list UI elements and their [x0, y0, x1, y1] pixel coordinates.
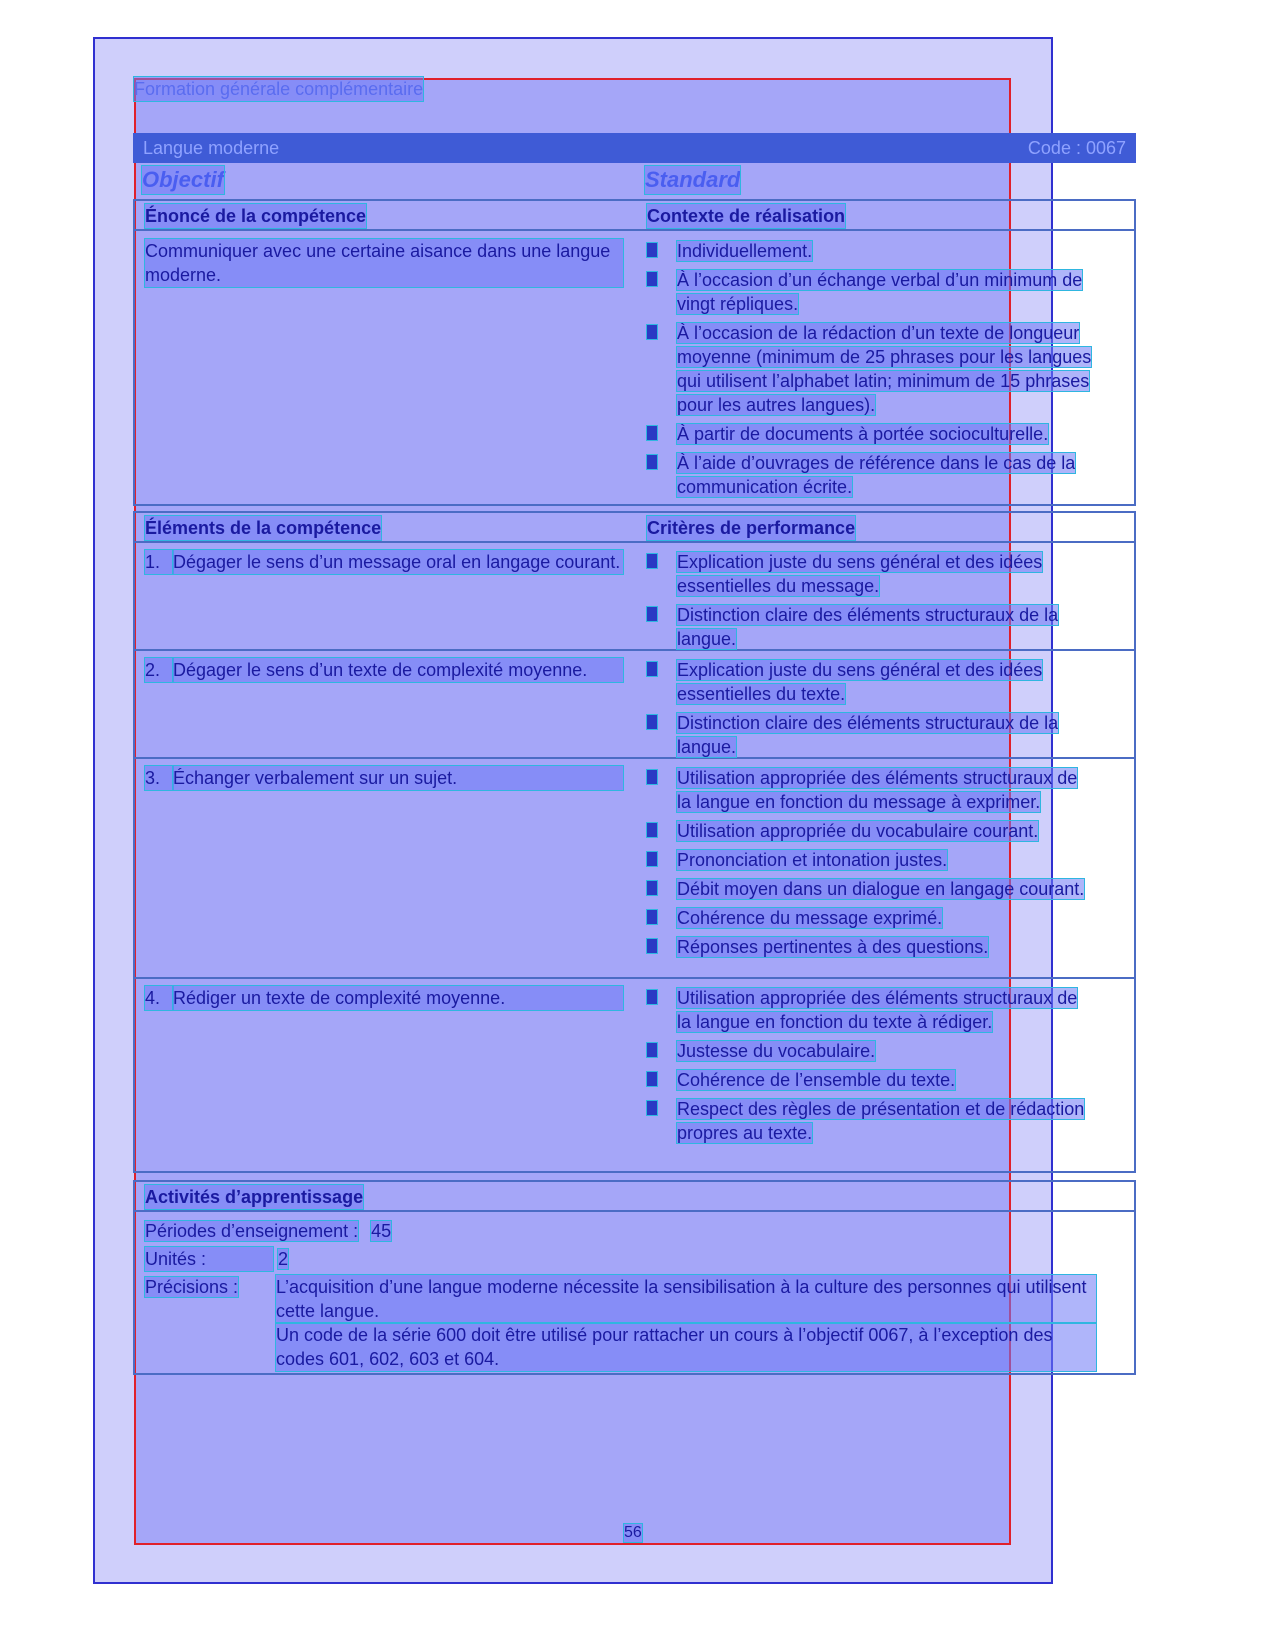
- bullet-item: [647, 986, 1087, 1034]
- bullet-icon: [647, 910, 657, 924]
- element-number: 3.: [145, 766, 173, 790]
- bullet-text: À partir de documents à portée socioculturelle.: [677, 424, 1049, 444]
- bullet-text: Respect des règles de présentation et de rédaction propres au texte.: [677, 1099, 1085, 1143]
- element-text: Échanger verbalement sur un sujet.: [173, 766, 623, 790]
- bullet-text: Réponses pertinentes à des questions.: [677, 937, 989, 957]
- bullet-text: Débit moyen dans un dialogue en langage courant.: [677, 879, 1085, 899]
- bullet-icon: [647, 1101, 657, 1115]
- bullet-icon: [647, 455, 657, 469]
- bullet-item: [647, 603, 1087, 651]
- table-row: [135, 979, 1134, 1144]
- elements-table: [133, 511, 1136, 1173]
- table-row: [135, 759, 1134, 979]
- bullet-item: [647, 906, 1087, 930]
- criteres-list: [647, 550, 1087, 656]
- bullet-text: Utilisation appropriée des éléments structuraux de la langue en fonction du message à exprimer.: [677, 768, 1078, 812]
- activites-header-row: [135, 1182, 1134, 1212]
- precision-line-2: Un code de la série 600 doit être utilisé pour rattacher un cours à l’objectif 0067, à l’exception des codes 601, 602, 603 et 604.: [276, 1323, 1096, 1371]
- activites-header: Activités d’apprentissage: [145, 1187, 364, 1207]
- bullet-text: Prononciation et intonation justes.: [677, 850, 948, 870]
- element-cell: [145, 550, 623, 574]
- precisions-text: [276, 1275, 1096, 1371]
- elements-header: Éléments de la compétence: [145, 518, 382, 538]
- bullet-icon: [647, 852, 657, 866]
- unites-label: Unités :: [145, 1247, 273, 1271]
- bullet-item: [647, 819, 1087, 843]
- bullet-text: Distinction claire des éléments structuraux de la langue.: [677, 713, 1059, 757]
- bullet-text: À l’occasion de la rédaction d’un texte de longueur moyenne (minimum de 25 phrases pour les langues qui utilisent l’alphabet latin; minimum de 15 phrases pour les autres langues).: [677, 323, 1092, 415]
- bullet-item: [647, 658, 1087, 706]
- bullet-icon: [647, 272, 657, 286]
- bullet-item: [647, 422, 1117, 446]
- bullet-icon: [647, 715, 657, 729]
- bullet-text: Explication juste du sens général et des idées essentielles du message.: [677, 552, 1043, 596]
- precision-line-1: L’acquisition d’une langue moderne nécessite la sensibilisation à la culture des personnes qui utilisent cette langue.: [276, 1275, 1096, 1323]
- bullet-text: Utilisation appropriée des éléments structuraux de la langue en fonction du texte à rédiger.: [677, 988, 1078, 1032]
- bullet-icon: [647, 770, 657, 784]
- bullet-text: Individuellement.: [677, 241, 813, 261]
- bullet-icon: [647, 990, 657, 1004]
- contexte-header: Contexte de réalisation: [647, 206, 846, 226]
- bullet-text: Distinction claire des éléments structuraux de la langue.: [677, 605, 1059, 649]
- objective-code: Code : 0067: [1027, 138, 1126, 158]
- criteres-header: Critères de performance: [647, 518, 856, 538]
- competence-table: [133, 199, 1136, 506]
- bullet-icon: [647, 426, 657, 440]
- bullet-item: [647, 321, 1117, 417]
- bullet-item: [647, 935, 1087, 959]
- bullet-item: [647, 1039, 1087, 1063]
- bullet-icon: [647, 939, 657, 953]
- bullet-item: [647, 1097, 1087, 1145]
- bullet-item: [647, 848, 1087, 872]
- element-cell: [145, 658, 623, 682]
- objectif-label: Objectif: [142, 167, 224, 192]
- table-row: [135, 543, 1134, 651]
- bullet-item: [647, 1068, 1087, 1092]
- bullet-item: [647, 766, 1087, 814]
- bullet-text: Utilisation appropriée du vocabulaire courant.: [677, 821, 1039, 841]
- precisions-label: Précisions :: [145, 1277, 239, 1297]
- element-cell: [145, 766, 623, 790]
- bullet-text: À l’occasion d’un échange verbal d’un minimum de vingt répliques.: [677, 270, 1083, 314]
- bullet-item: [647, 239, 1117, 263]
- bullet-icon: [647, 325, 657, 339]
- running-title: Formation générale complémentaire: [134, 79, 424, 99]
- bullet-item: [647, 268, 1117, 316]
- bullet-icon: [647, 662, 657, 676]
- periodes-line: [145, 1219, 391, 1243]
- bullet-text: Justesse du vocabulaire.: [677, 1041, 876, 1061]
- bullet-text: Explication juste du sens général et des idées essentielles du texte.: [677, 660, 1043, 704]
- element-number: 2.: [145, 658, 173, 682]
- element-cell: [145, 986, 623, 1010]
- activites-table: [133, 1180, 1136, 1375]
- elements-header-row: [135, 513, 1134, 543]
- periodes-label: Périodes d’enseignement :: [145, 1221, 359, 1241]
- bullet-item: [647, 550, 1087, 598]
- criteres-list: [647, 658, 1087, 764]
- bullet-icon: [647, 554, 657, 568]
- enonce-header: Énoncé de la compétence: [145, 206, 367, 226]
- unites-line: [145, 1247, 288, 1271]
- element-text: Rédiger un texte de complexité moyenne.: [173, 986, 623, 1010]
- bullet-icon: [647, 1072, 657, 1086]
- contexte-list: [647, 239, 1117, 504]
- enonce-text: Communiquer avec une certaine aisance dans une langue moderne.: [145, 239, 623, 287]
- bullet-text: À l’aide d’ouvrages de référence dans le cas de la communication écrite.: [677, 453, 1076, 497]
- element-number: 1.: [145, 550, 173, 574]
- element-text: Dégager le sens d’un texte de complexité moyenne.: [173, 658, 623, 682]
- subject-title: Langue moderne: [143, 138, 280, 158]
- bullet-icon: [647, 243, 657, 257]
- element-rows: [135, 543, 1134, 1144]
- bullet-item: [647, 711, 1087, 759]
- bullet-icon: [647, 1043, 657, 1057]
- bullet-item: [647, 451, 1117, 499]
- bullet-icon: [647, 881, 657, 895]
- bullet-item: [647, 877, 1087, 901]
- bullet-text: Cohérence du message exprimé.: [677, 908, 943, 928]
- element-number: 4.: [145, 986, 173, 1010]
- table-row: [135, 651, 1134, 759]
- periodes-value: 45: [371, 1221, 392, 1241]
- subject-bar: [133, 133, 1136, 163]
- bullet-icon: [647, 823, 657, 837]
- bullet-icon: [647, 607, 657, 621]
- unites-value: 2: [278, 1249, 289, 1269]
- standard-label: Standard: [645, 167, 741, 192]
- bullet-text: Cohérence de l’ensemble du texte.: [677, 1070, 956, 1090]
- criteres-list: [647, 986, 1087, 1150]
- page-number: 56: [624, 1524, 642, 1541]
- element-text: Dégager le sens d’un message oral en langage courant.: [173, 550, 623, 574]
- competence-header-row: [135, 201, 1134, 231]
- criteres-list: [647, 766, 1087, 964]
